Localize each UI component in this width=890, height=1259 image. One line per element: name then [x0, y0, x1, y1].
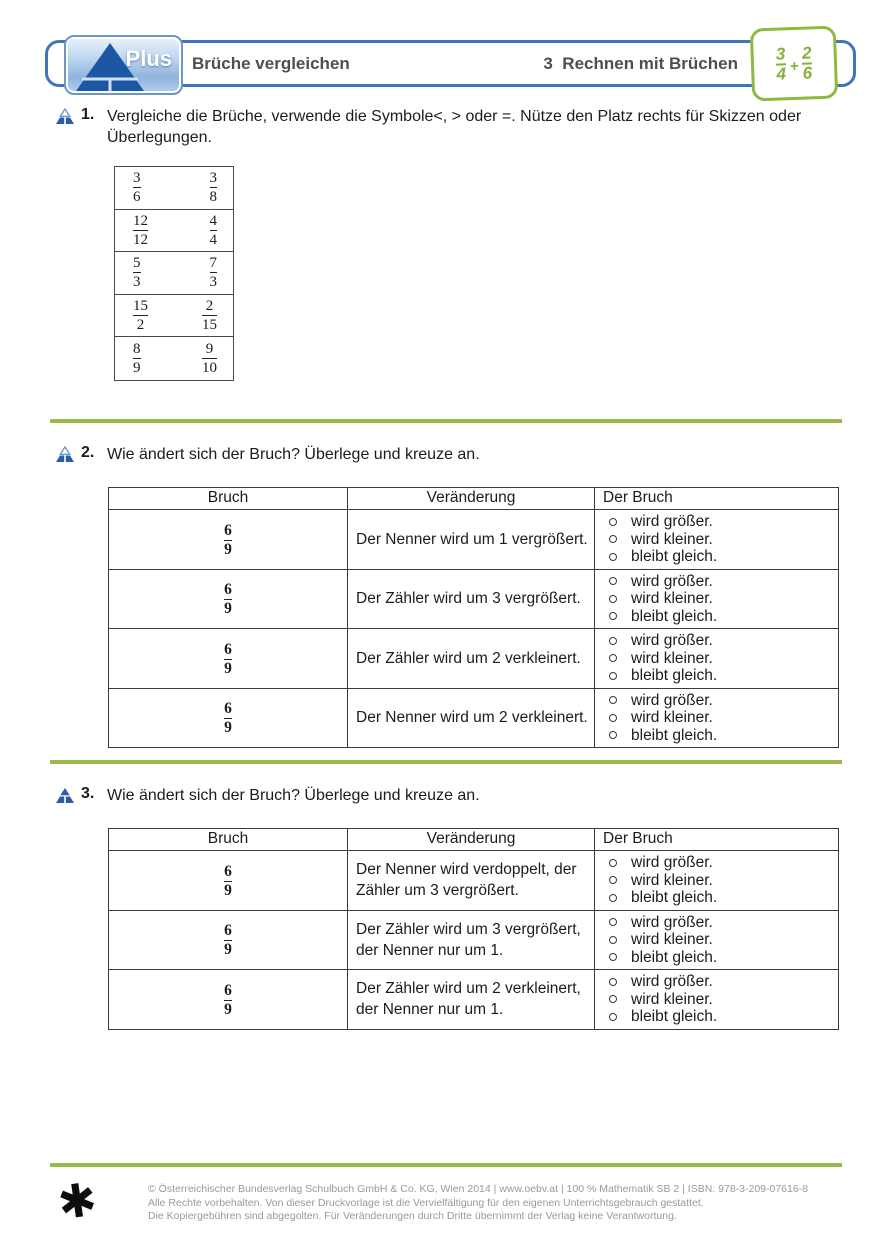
table-row [109, 569, 839, 629]
col-header-veraenderung: Veränderung [348, 488, 595, 510]
fraction: $\frac{6}{9}$ [224, 640, 232, 677]
col-header-der-bruch: Der Bruch [595, 829, 839, 851]
difficulty-triangle-icon [55, 446, 75, 463]
fraction-left: $\frac{5}{3}$ [133, 255, 141, 291]
option-label: wird kleiner. [631, 530, 713, 548]
option-label: wird größer. [631, 513, 713, 530]
option-circle[interactable] [609, 535, 617, 543]
col-header-veraenderung: Veränderung [348, 829, 595, 851]
option-label: bleibt gleich. [631, 726, 718, 744]
task-instruction: Wie ändert sich der Bruch? Überlege und kreuze an. [107, 787, 480, 804]
option-label: wird kleiner. [631, 931, 713, 948]
section-divider [50, 419, 842, 423]
fraction: $\frac{6}{9}$ [224, 700, 232, 737]
option-label: wird größer. [631, 691, 713, 709]
option-row [609, 1008, 838, 1026]
option-row [609, 854, 838, 872]
option-circle[interactable] [609, 672, 617, 680]
option-circle[interactable] [609, 859, 617, 867]
chapter-title: 3 Rechnen mit Brüchen [543, 54, 738, 73]
table-row [109, 910, 839, 970]
option-label: wird kleiner. [631, 871, 713, 889]
option-row [609, 531, 838, 549]
comparison-answer-space[interactable] [166, 217, 192, 243]
fraction-compare-table [114, 166, 234, 381]
task-instruction: Wie ändert sich der Bruch? Überlege und kreuze an. [107, 446, 480, 463]
option-row [609, 949, 838, 967]
table-row [109, 970, 839, 1030]
option-label: bleibt gleich. [631, 889, 718, 906]
options-cell [595, 851, 839, 911]
oebv-logo: ✱ [54, 1172, 100, 1230]
footer-line: Die Kopiergebühren sind abgegolten. Für Veränderungen durch Dritte übernimmt der Verlag keine Verantwortung. [148, 1210, 677, 1222]
difficulty-triangle-icon [55, 108, 75, 125]
col-header-bruch: Bruch [109, 829, 348, 851]
comparison-answer-space[interactable] [162, 175, 188, 201]
change-description: Der Zähler wird um 2 verkleinert, der Nenner nur um 1. [348, 970, 595, 1030]
task-number: 2. [81, 444, 95, 461]
task-1-heading [55, 106, 845, 148]
options-cell [595, 688, 839, 748]
page-title: Brüche vergleichen [192, 54, 350, 73]
option-row [609, 548, 838, 566]
option-row [609, 573, 838, 591]
option-circle[interactable] [609, 978, 617, 986]
table-row [109, 688, 839, 748]
difficulty-triangle-icon [55, 787, 75, 804]
option-label: wird kleiner. [631, 590, 713, 607]
option-label: bleibt gleich. [631, 548, 718, 565]
option-row [609, 991, 838, 1009]
change-table-task2 [108, 487, 839, 748]
table-row [115, 167, 233, 210]
footer-line: Alle Rechte vorbehalten. Von dieser Druckvorlage ist die Vervielfältigung für den eigenen Unterrichtsgebrauch gestattet. [148, 1196, 704, 1209]
badge-fraction-2: 2 6 [801, 42, 813, 83]
task-2-heading [55, 444, 845, 465]
option-label: wird größer. [631, 854, 713, 871]
table-row [115, 295, 233, 338]
fraction-right: $\frac{7}{3}$ [209, 255, 217, 291]
option-label: bleibt gleich. [631, 607, 718, 625]
fraction-right: $\frac{2}{15}$ [202, 298, 217, 334]
option-label: wird größer. [631, 632, 713, 649]
option-label: bleibt gleich. [631, 948, 718, 966]
fraction-left: $\frac{8}{9}$ [133, 341, 141, 377]
fraction-right: $\frac{4}{4}$ [209, 212, 217, 248]
option-row [609, 914, 838, 932]
footer-copyright [148, 1183, 808, 1224]
option-row [609, 608, 838, 626]
logo-plus-label: Plus [125, 46, 172, 71]
option-circle[interactable] [609, 654, 617, 662]
options-cell [595, 910, 839, 970]
option-row [609, 931, 838, 949]
options-cell [595, 629, 839, 689]
fraction: $\frac{6}{9}$ [224, 581, 232, 618]
option-circle[interactable] [609, 995, 617, 1003]
option-circle[interactable] [609, 953, 617, 961]
change-description: Der Zähler wird um 3 vergrößert, der Nenner nur um 1. [348, 910, 595, 970]
option-circle[interactable] [609, 1013, 617, 1021]
option-label: wird größer. [631, 913, 713, 931]
option-circle[interactable] [609, 918, 617, 926]
change-description: Der Nenner wird um 1 vergrößert. [348, 510, 595, 570]
option-circle[interactable] [609, 714, 617, 722]
option-label: wird kleiner. [631, 649, 713, 667]
option-row [609, 692, 838, 710]
change-description: Der Zähler wird um 2 verkleinert. [348, 629, 595, 689]
option-row [609, 632, 838, 650]
fraction-badge [750, 26, 838, 102]
footer-divider [50, 1163, 842, 1167]
option-label: bleibt gleich. [631, 667, 718, 684]
fraction: $\frac{6}{9}$ [224, 521, 232, 558]
footer-line: © Österreichischer Bundesverlag Schulbuch GmbH & Co. KG, Wien 2014 | www.oebv.at | 100 % Mathematik SB 2 | ISBN: 978-3-209-07616-8 [148, 1183, 809, 1195]
change-description: Der Nenner wird um 2 verkleinert. [348, 688, 595, 748]
badge-fraction-1: 3 4 [775, 43, 787, 84]
option-row [609, 590, 838, 608]
fraction-right: $\frac{9}{10}$ [202, 341, 217, 377]
table-row [115, 337, 233, 380]
option-circle[interactable] [609, 876, 617, 884]
table-row [115, 210, 233, 253]
option-label: wird kleiner. [631, 990, 713, 1008]
fraction-right: $\frac{3}{8}$ [209, 170, 217, 206]
comparison-answer-space[interactable] [162, 260, 188, 286]
option-circle[interactable] [609, 731, 617, 739]
comparison-answer-space[interactable] [162, 303, 188, 329]
fraction-left: $\frac{15}{2}$ [133, 298, 148, 334]
plus-logo [64, 35, 183, 95]
option-label: wird größer. [631, 973, 713, 990]
option-label: bleibt gleich. [631, 1008, 718, 1025]
fraction: $\frac{6}{9}$ [224, 922, 232, 959]
option-circle[interactable] [609, 894, 617, 902]
option-row [609, 872, 838, 890]
options-cell [595, 970, 839, 1030]
options-cell [595, 510, 839, 570]
option-circle[interactable] [609, 612, 617, 620]
change-table-task3 [108, 828, 839, 1030]
fraction: $\frac{6}{9}$ [224, 862, 232, 899]
header-row [109, 829, 839, 851]
option-label: wird kleiner. [631, 709, 713, 726]
header-row [109, 488, 839, 510]
comparison-answer-space[interactable] [158, 346, 184, 372]
fraction: $\frac{6}{9}$ [224, 981, 232, 1018]
option-row [609, 650, 838, 668]
plus-sign: + [789, 57, 799, 76]
option-circle[interactable] [609, 637, 617, 645]
option-circle[interactable] [609, 518, 617, 526]
table-row [109, 851, 839, 911]
option-row [609, 513, 838, 531]
option-row [609, 727, 838, 745]
option-row [609, 667, 838, 685]
section-divider [50, 760, 842, 764]
option-circle[interactable] [609, 553, 617, 561]
task-instruction: Vergleiche die Brüche, verwende die Symbole<, > oder =. Nütze den Platz rechts für Skizzen oder Überlegungen. [107, 108, 802, 146]
option-row [609, 973, 838, 991]
table-row [109, 510, 839, 570]
option-circle[interactable] [609, 936, 617, 944]
task-number: 3. [81, 785, 95, 802]
col-header-der-bruch: Der Bruch [595, 488, 839, 510]
options-cell [595, 569, 839, 629]
col-header-bruch: Bruch [109, 488, 348, 510]
task-number: 1. [81, 106, 95, 123]
fraction-left: $\frac{12}{12}$ [133, 212, 148, 248]
option-row [609, 889, 838, 907]
change-description: Der Nenner wird verdoppelt, der Zähler um 3 vergrößert. [348, 851, 595, 911]
table-row [115, 252, 233, 295]
table-row [109, 629, 839, 689]
option-circle[interactable] [609, 577, 617, 585]
change-description: Der Zähler wird um 3 vergrößert. [348, 569, 595, 629]
fraction-left: $\frac{3}{6}$ [133, 170, 141, 206]
option-label: wird größer. [631, 572, 713, 590]
task-3-heading [55, 785, 845, 806]
option-circle[interactable] [609, 595, 617, 603]
option-circle[interactable] [609, 696, 617, 704]
option-row [609, 709, 838, 727]
